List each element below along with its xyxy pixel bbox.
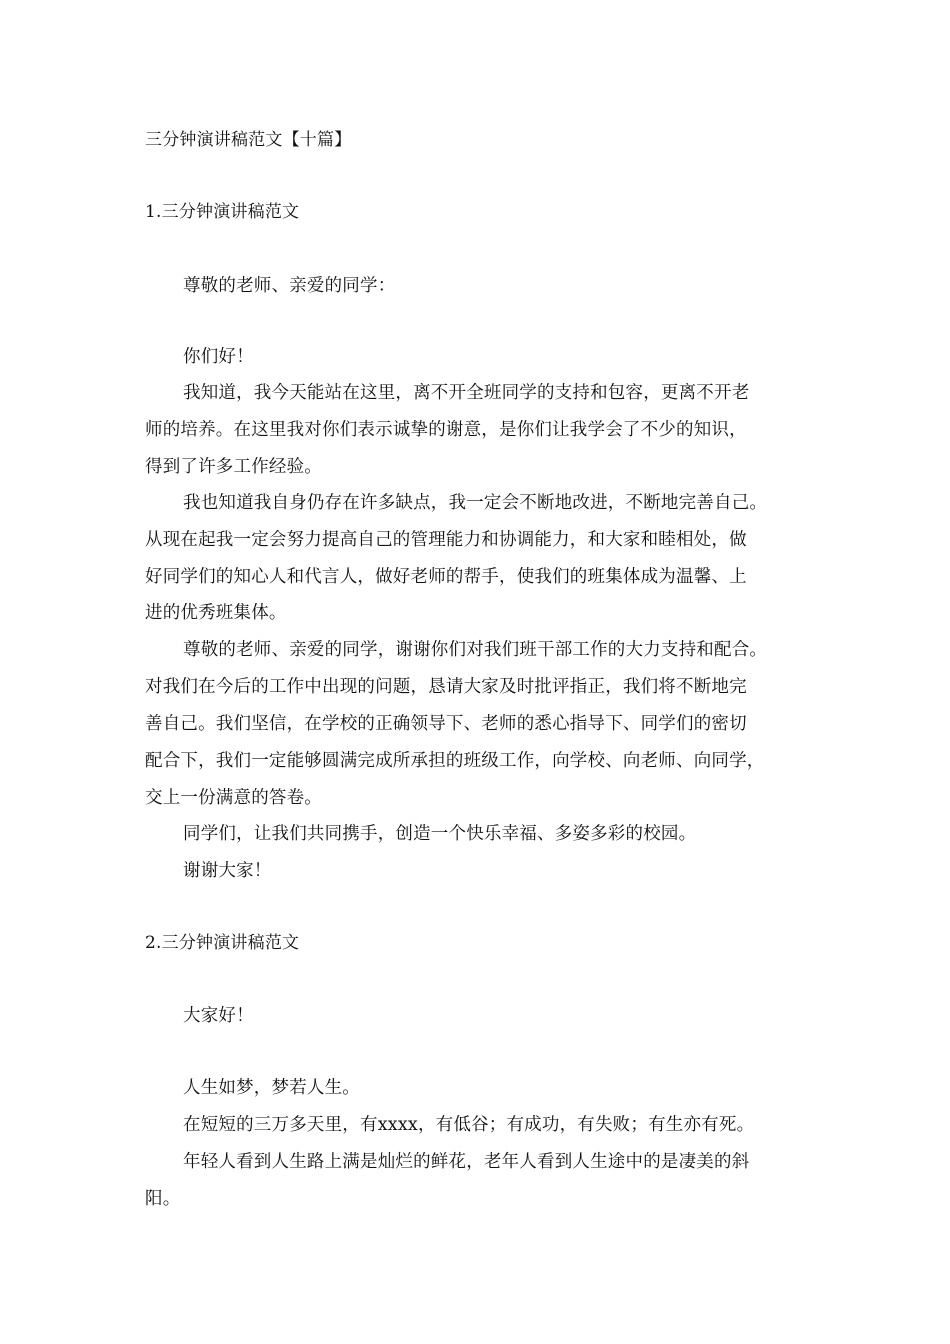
section-1-heading: 1.三分钟演讲稿范文 xyxy=(145,202,300,222)
document-title: 三分钟演讲稿范文【十篇】 xyxy=(145,130,352,150)
section-1-greeting: 你们好！ xyxy=(183,347,254,367)
paragraph-line: 人生如梦，梦若人生。 xyxy=(183,1078,360,1098)
paragraph-line: 交上一份满意的答卷。 xyxy=(145,788,322,808)
section-1-salutation: 尊敬的老师、亲爱的同学： xyxy=(183,276,396,296)
paragraph-line: 善自己。我们坚信，在学校的正确领导下、老师的悉心指导下、同学们的密切 xyxy=(145,714,747,734)
paragraph-line: 同学们，让我们共同携手，创造一个快乐幸福、多姿多彩的校园。 xyxy=(183,824,697,844)
paragraph-line: 在短短的三万多天里，有xxxx，有低谷；有成功，有失败；有生亦有死。 xyxy=(183,1115,755,1135)
paragraph-line: 尊敬的老师、亲爱的同学，谢谢你们对我们班干部工作的大力支持和配合。 xyxy=(183,640,768,660)
paragraph-line: 我也知道我自身仍存在许多缺点，我一定会不断地改进，不断地完善自己。 xyxy=(183,493,768,513)
paragraph-line: 得到了许多工作经验。 xyxy=(145,457,322,477)
paragraph-line: 谢谢大家！ xyxy=(183,861,272,881)
paragraph-line: 我知道，我今天能站在这里，离不开全班同学的支持和包容，更离不开老 xyxy=(183,383,750,403)
paragraph-line: 对我们在今后的工作中出现的问题，恳请大家及时批评指正，我们将不断地完 xyxy=(145,677,747,697)
section-2-greeting: 大家好！ xyxy=(183,1006,254,1026)
section-2-heading: 2.三分钟演讲稿范文 xyxy=(145,933,300,953)
paragraph-line: 配合下，我们一定能够圆满完成所承担的班级工作，向学校、向老师、向同学， xyxy=(145,751,765,771)
paragraph-line: 年轻人看到人生路上满是灿烂的鲜花，老年人看到人生途中的是凄美的斜 xyxy=(183,1152,750,1172)
paragraph-line: 好同学们的知心人和代言人，做好老师的帮手，使我们的班集体成为温馨、上 xyxy=(145,567,747,587)
paragraph-line: 进的优秀班集体。 xyxy=(145,603,287,623)
paragraph-line: 从现在起我一定会努力提高自己的管理能力和协调能力，和大家和睦相处，做 xyxy=(145,530,747,550)
paragraph-line: 阳。 xyxy=(145,1189,181,1209)
paragraph-line: 师的培养。在这里我对你们表示诚挚的谢意，是你们让我学会了不少的知识， xyxy=(145,420,747,440)
